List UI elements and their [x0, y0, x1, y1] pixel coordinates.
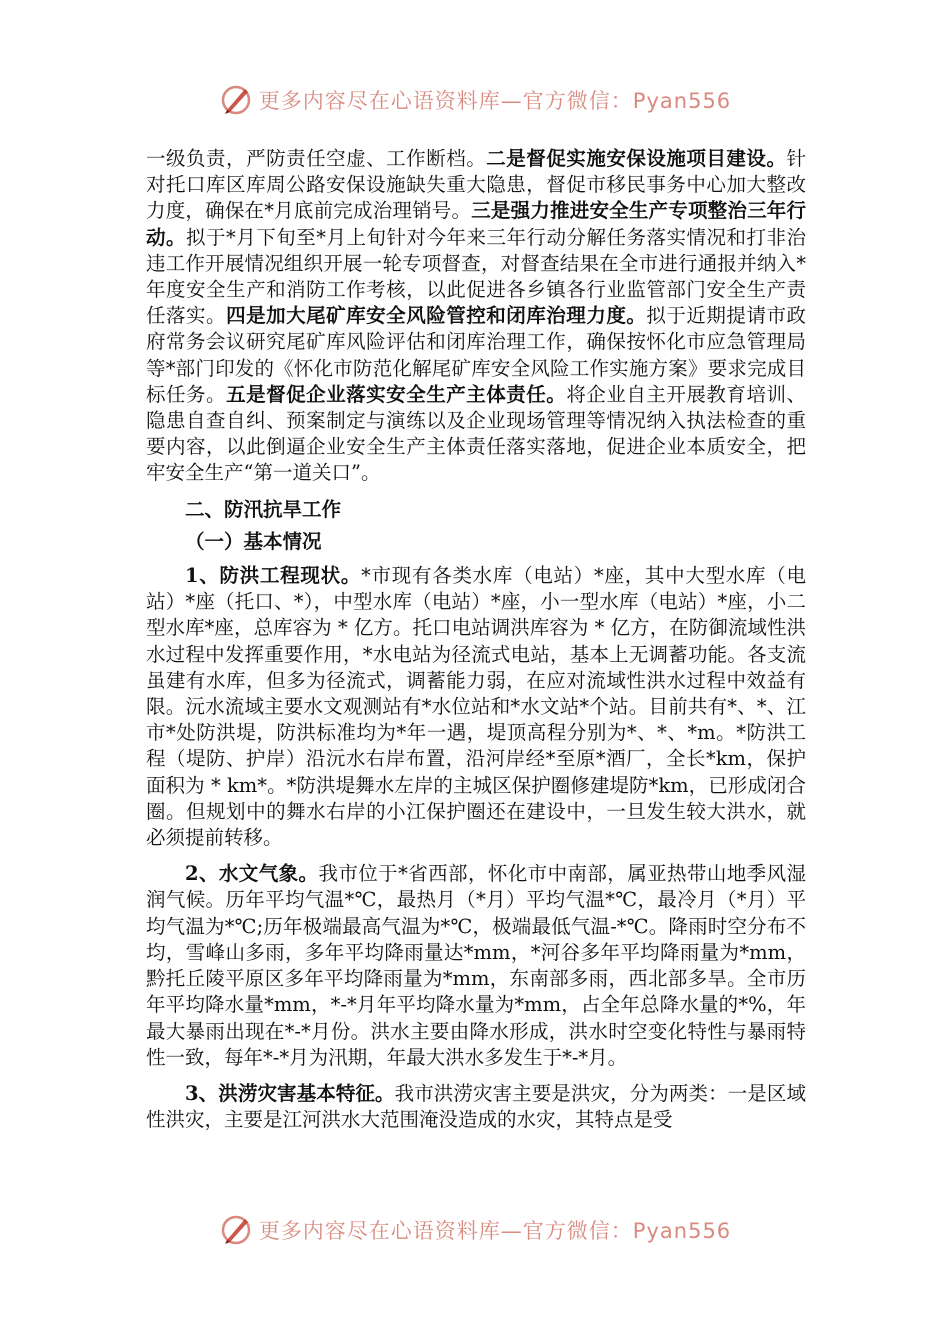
section-heading: 二、防汛抗旱工作 [185, 497, 342, 521]
watermark-text: 更多内容尽在心语资料库—官方微信：Pyan556 [258, 1219, 732, 1243]
document-body [146, 146, 806, 1133]
subsection-heading: （一）基本情况 [185, 529, 322, 553]
bold-run: 五是督促企业落实安全生产主体责任。 [226, 382, 567, 406]
text-run: 一级负责，严防责任空虚、工作断档。 [146, 147, 487, 170]
bold-run: 1、防洪工程现状。 [185, 564, 362, 588]
pen-logo-icon [219, 83, 253, 117]
watermark-banner-top [0, 78, 950, 122]
text-run: 拟于*月下旬至*月上旬针对今年来三年行动分解任务落实情况和打非治违工作开展情况组织开展一轮专项督查，对督查结果在全市进行通报并纳入*年度安全生产和消防工作考核，以此促进各乡镇各行业监管部门安全生产责任落实。 [146, 225, 806, 328]
text-run: 将企业自主开展教育培训、隐患自查自纠、预案制定与演练以及企业现场管理等情况纳入执法检查的重要内容，以此倒逼企业安全生产主体责任落实落地，促进企业本质安全，把牢安全生产“第一道关口”。 [146, 382, 806, 485]
text-run: *市现有各类水库（电站）*座，其中大型水库（电站）*座（托口、*），中型水库（电站）*座，小一型水库（电站）*座，小二型水库*座，总库容为 * 亿方。托口电站调洪库容为 * 亿方，在防御流域性洪水过程中发挥重要作用，*水电站为径流式电站，基本上无调蓄功能。各支流虽建有水库，但多为径流式，调蓄能力弱，在应对流域性洪水过程中效益有限。沅水流域主要水文观测站有*水位站和*水文站*个站。目前共有*、*、江市*处防洪堤，防洪标准均为*年一遇，堤顶高程分别为*、*、*m。*防洪工程（堤防、护岸）沿沅水右岸布置，沿河岸经*至原*酒厂，全长*km，保护面积为 * km*。*防洪堤舞水左岸的主城区保护圈修建堤防*km，已形成闭合圈。但规划中的舞水右岸的小江保护圈还在建设中，一旦发生较大洪水，就必须提前转移。 [146, 564, 806, 850]
pen-logo-icon [219, 1213, 253, 1247]
bold-run: 3、洪涝灾害基本特征。 [185, 1081, 395, 1105]
bold-run: 2、水文气象。 [185, 862, 319, 886]
text-run: 我市位于*省西部，怀化市中南部，属亚热带山地季风湿润气候。历年平均气温*℃，最热月（*月）平均气温*℃，最冷月（*月）平均气温为*℃;历年极端最高气温为*℃，极端最低气温-*℃。降雨时空分布不均，雪峰山多雨，多年平均降雨量达*mm，*河谷多年平均降雨量为*mm，黔托丘陵平原区多年平均降雨量为*mm，东南部多雨，西北部多旱。全市历年平均降水量*mm，*-*月年平均降水量为*mm，占全年总降水量的*%，年最大暴雨出现在*-*月份。洪水主要由降水形成，洪水时空变化特性与暴雨特性一致，每年*-*月为汛期，年最大洪水多发生于*-*月。 [146, 862, 806, 1069]
paragraph-safety-measures [146, 146, 806, 487]
paragraph-hydrology [146, 861, 806, 1071]
bold-run: 三是强力推进安全生产专项整治三年行动。 [146, 199, 806, 249]
watermark-banner-bottom [0, 1208, 950, 1252]
bold-run: 二是督促实施安保设施项目建设。 [486, 147, 787, 170]
paragraph-flood-features [146, 1081, 806, 1133]
text-run: 拟于近期提请市政府常务会议研究尾矿库风险评估和闭库治理工作，确保按怀化市应急管理局等*部门印发的《怀化市防范化解尾矿库安全风险工作实施方案》要求完成目标任务。 [146, 304, 806, 406]
text-run: 我市洪涝灾害主要是洪灾，分为两类：一是区域性洪灾，主要是江河洪水大范围淹没造成的水灾，其特点是受 [146, 1081, 806, 1132]
text-run: 针对托口库区库周公路安保设施缺失重大隐患，督促市移民事务中心加大整改力度，确保在*月底前完成治理销号。 [146, 147, 806, 223]
watermark-text: 更多内容尽在心语资料库—官方微信：Pyan556 [258, 89, 732, 113]
bold-run: 四是加大尾矿库安全风险管控和闭库治理力度。 [226, 304, 647, 328]
paragraph-flood-works [146, 563, 806, 851]
